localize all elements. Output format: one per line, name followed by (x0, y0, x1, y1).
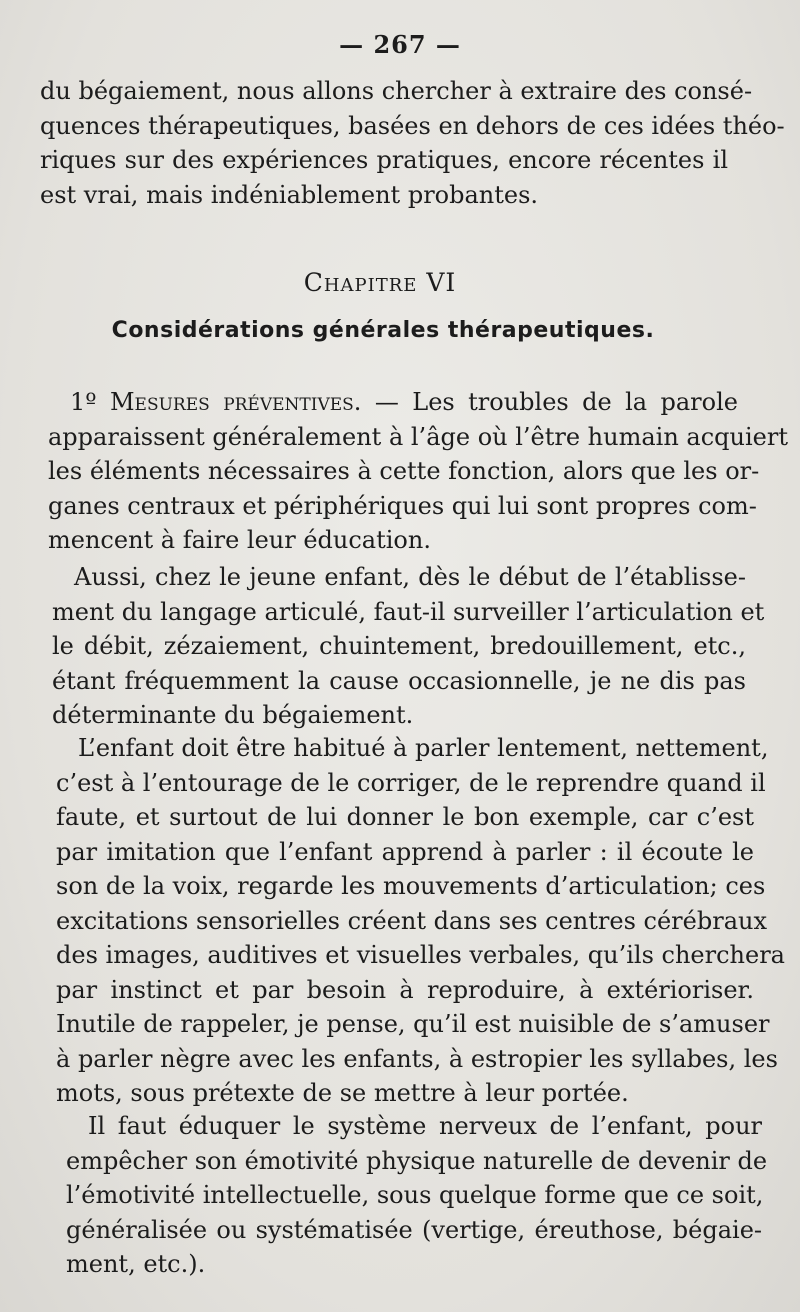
text-line: apparaissent généralement à l’âge où l’être humain acquiert (48, 422, 788, 451)
paragraph-heading: 1º Mesures préventives. (70, 388, 362, 416)
text-line: quences thérapeutiques, basées en dehors de ces idées théo- (40, 111, 785, 140)
text-line: empêcher son émotivité physique naturelle de devenir de (66, 1146, 768, 1175)
text-line: généralisée ou systématisée (vertige, éreuthose, bégaie- (66, 1215, 762, 1244)
text-line: des images, auditives et visuelles verbales, qu’ils cherchera (56, 941, 785, 969)
text-line: ment du langage articulé, faut-il surveiller l’articulation et (52, 597, 765, 626)
text-line: ganes centraux et périphériques qui lui sont propres com- (48, 491, 757, 520)
paragraph-4 (66, 1109, 768, 1282)
text-line: l’émotivité intellectuelle, sous quelque forme que ce soit, (66, 1181, 764, 1209)
text-line: mencent à faire leur éducation. (48, 526, 431, 554)
text-line: Inutile de rappeler, je pense, qu’il est nuisible de s’amuser (56, 1010, 770, 1038)
paragraph-3 (56, 731, 785, 1111)
text-line (48, 385, 738, 420)
paragraph-2 (52, 560, 765, 733)
text-line: Il faut éduquer le système nerveux de l’enfant, pour (88, 1112, 762, 1140)
text-line: excitations sensorielles créent dans ses centres cérébraux (56, 906, 767, 935)
text-line: le débit, zézaiement, chuintement, bredouillement, etc., (52, 632, 746, 660)
text-line: mots, sous prétexte de se mettre à leur portée. (56, 1079, 629, 1107)
text-line: ment, etc.). (66, 1250, 206, 1278)
intro-paragraph (40, 74, 785, 212)
text-line: déterminante du bégaiement. (52, 701, 414, 729)
text-line: riques sur des expériences pratiques, encore récentes il (40, 146, 728, 174)
text-line: du bégaiement, nous allons chercher à extraire des consé- (40, 77, 753, 105)
text-line: Aussi, chez le jeune enfant, dès le début de l’établisse- (74, 563, 746, 591)
text-run: — Les troubles de la parole (374, 388, 738, 416)
chapter-title: Chapitre VI (303, 268, 457, 297)
text-line: à parler nègre avec les enfants, à estropier les syllabes, les (56, 1044, 778, 1073)
text-line: son de la voix, regarde les mouvements d’articulation; ces (56, 872, 766, 900)
text-line: par imitation que l’enfant apprend à parler : il écoute le (56, 837, 754, 866)
paragraph-preventive-measures (48, 385, 788, 558)
text-line: par instinct et par besoin à reproduire, à extérioriser. (56, 975, 754, 1004)
text-line: L’enfant doit être habitué à parler lentement, nettement, (78, 734, 769, 762)
page-number: — 267 — (339, 30, 461, 59)
text-line: les éléments nécessaires à cette fonction, alors que les or- (48, 457, 760, 485)
text-line: étant fréquemment la cause occasionnelle, je ne dis pas (52, 666, 746, 695)
text-line: faute, et surtout de lui donner le bon exemple, car c’est (56, 803, 754, 831)
text-line: est vrai, mais indéniablement probantes. (40, 180, 539, 209)
section-title: Considérations générales thérapeutiques. (111, 318, 655, 343)
text-line: c’est à l’entourage de le corriger, de le reprendre quand il (56, 768, 766, 797)
